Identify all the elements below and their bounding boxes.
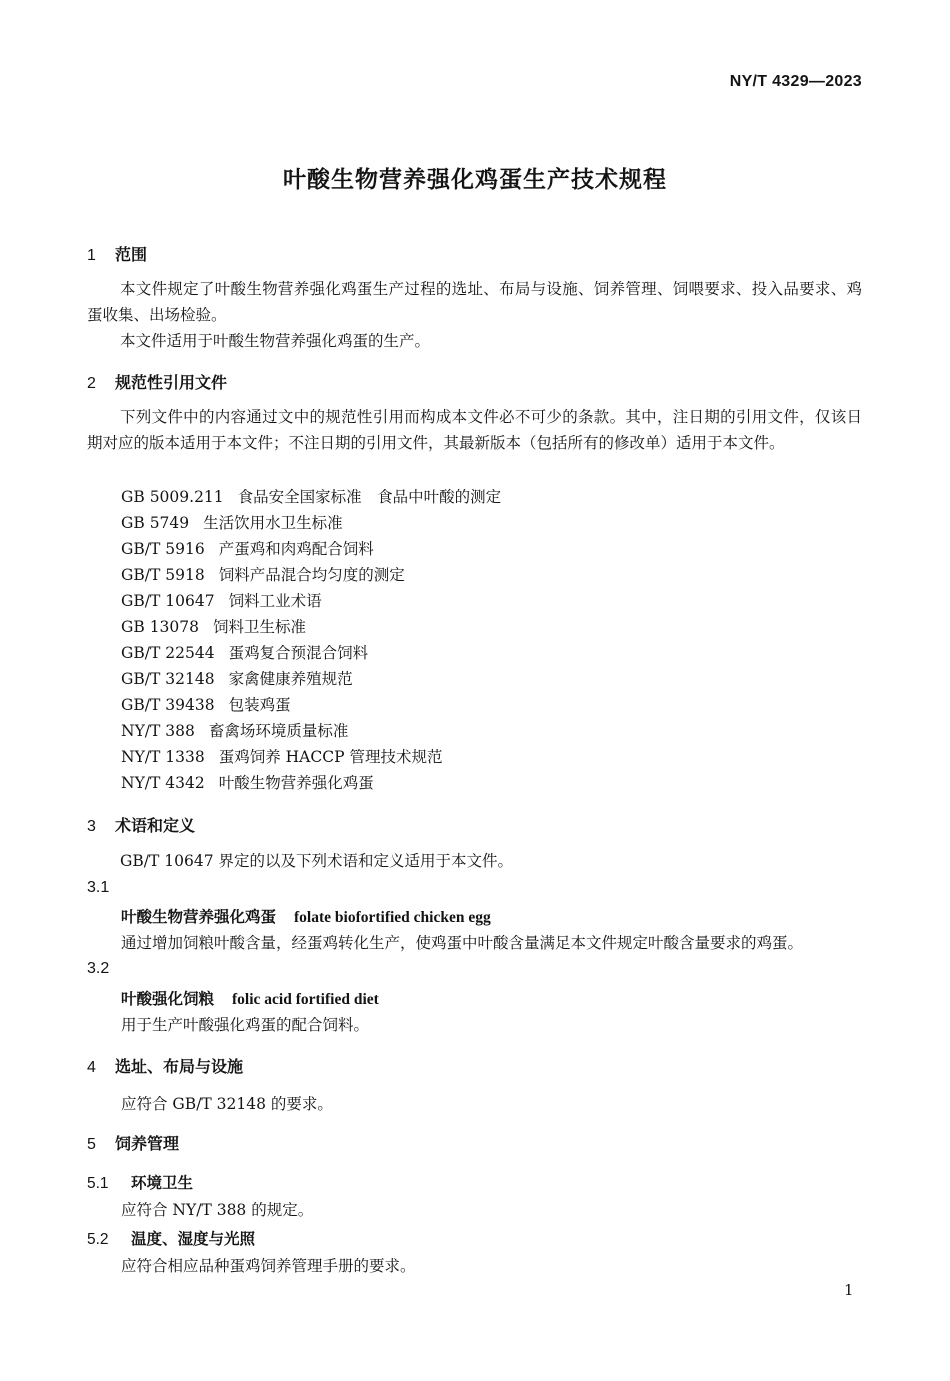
section-2-heading	[87, 370, 227, 393]
term-definition: 用于生产叶酸强化鸡蛋的配合饲料。	[121, 1016, 370, 1034]
term-heading	[121, 905, 491, 927]
section-1-heading	[87, 242, 147, 265]
reference-code: GB/T 10647	[121, 592, 215, 610]
reference-code: NY/T 388	[121, 722, 195, 740]
reference-code: GB/T 39438	[121, 696, 215, 714]
reference-item	[121, 563, 405, 585]
reference-item	[121, 719, 348, 741]
reference-title: 包装鸡蛋	[228, 696, 291, 714]
document-title: 叶酸生物营养强化鸡蛋生产技术规程	[283, 167, 667, 193]
reference-code: GB/T 5916	[121, 540, 205, 558]
section-number: 2	[87, 375, 96, 392]
term-english: folate biofortified chicken egg	[294, 909, 491, 926]
reference-code: GB/T 22544	[121, 644, 215, 662]
term-number: 3.2	[87, 960, 110, 977]
reference-code: NY/T 4342	[121, 774, 205, 792]
section-number: 4	[87, 1059, 96, 1076]
reference-title: 家禽健康养殖规范	[228, 670, 353, 688]
reference-item	[121, 745, 442, 767]
reference-code: GB/T 32148	[121, 670, 215, 688]
reference-title: 饲料工业术语	[228, 592, 322, 610]
section-title: 规范性引用文件	[115, 373, 228, 392]
section-number: 1	[87, 247, 96, 264]
reference-title: 蛋鸡复合预混合饲料	[228, 644, 369, 662]
term-number: 3.1	[87, 879, 110, 896]
term-chinese: 叶酸生物营养强化鸡蛋	[121, 908, 277, 926]
reference-code: GB 5009.211	[121, 488, 224, 506]
reference-title: 饲料卫生标准	[213, 618, 307, 636]
reference-title: 叶酸生物营养强化鸡蛋	[218, 774, 374, 792]
page-number: 1	[844, 1281, 854, 1299]
reference-title: 食品安全国家标准 食品中叶酸的测定	[237, 488, 502, 506]
reference-item	[121, 485, 501, 507]
subsection-title: 温度、湿度与光照	[131, 1230, 256, 1248]
reference-code: NY/T 1338	[121, 748, 205, 766]
reference-item	[121, 693, 291, 715]
subsection-title: 环境卫生	[131, 1174, 194, 1192]
reference-item	[121, 511, 343, 533]
term-english: folic acid fortified diet	[232, 991, 379, 1008]
reference-code: GB/T 5918	[121, 566, 205, 584]
subsection-5-1-paragraph: 应符合 NY/T 388 的规定。	[121, 1201, 314, 1219]
section-4-heading	[87, 1054, 243, 1077]
reference-code: GB 13078	[121, 618, 200, 636]
reference-code: GB 5749	[121, 514, 190, 532]
section-title: 饲养管理	[115, 1134, 180, 1153]
section-3-paragraph: GB/T 10647 界定的以及下列术语和定义适用于本文件。	[120, 852, 513, 870]
reference-item	[121, 641, 368, 663]
section-3-heading	[87, 813, 195, 836]
section-2-paragraph: 下列文件中的内容通过文中的规范性引用而构成本文件必不可少的条款。其中，注日期的引用文件，仅该日期对应的版本适用于本文件；不注日期的引用文件，其最新版本（包括所有的修改单）适用于本文件。	[87, 408, 862, 452]
standard-code: NY/T 4329—2023	[729, 73, 862, 90]
section-number: 3	[87, 818, 96, 835]
subsection-5-1-heading	[87, 1171, 193, 1193]
reference-title: 畜禽场环境质量标准	[208, 722, 349, 740]
section-number: 5	[87, 1136, 96, 1153]
section-1-paragraph-1: 本文件规定了叶酸生物营养强化鸡蛋生产过程的选址、布局与设施、饲养管理、饲喂要求、投入品要求、鸡蛋收集、出场检验。	[87, 280, 862, 324]
term-definition: 通过增加饲粮叶酸含量，经蛋鸡转化生产，使鸡蛋中叶酸含量满足本文件规定叶酸含量要求的鸡蛋。	[121, 934, 804, 952]
subsection-number: 5.1	[87, 1175, 109, 1192]
section-1-paragraph-2: 本文件适用于叶酸生物营养强化鸡蛋的生产。	[120, 332, 431, 350]
section-5-heading	[87, 1131, 179, 1154]
reference-title: 生活饮用水卫生标准	[203, 514, 343, 532]
reference-item	[121, 589, 322, 611]
reference-title: 蛋鸡饲养 HACCP 管理技术规范	[218, 748, 443, 766]
section-title: 范围	[115, 245, 148, 264]
reference-item	[121, 615, 306, 637]
subsection-5-2-heading	[87, 1227, 255, 1249]
subsection-5-2-paragraph: 应符合相应品种蛋鸡饲养管理手册的要求。	[121, 1257, 416, 1275]
term-heading	[121, 987, 379, 1009]
term-chinese: 叶酸强化饲粮	[121, 990, 215, 1008]
reference-item	[121, 771, 374, 793]
reference-item	[121, 537, 374, 559]
section-title: 选址、布局与设施	[115, 1057, 244, 1076]
reference-title: 饲料产品混合均匀度的测定	[218, 566, 405, 584]
reference-item	[121, 667, 353, 689]
section-title: 术语和定义	[115, 816, 196, 835]
section-4-paragraph: 应符合 GB/T 32148 的要求。	[121, 1095, 333, 1113]
reference-title: 产蛋鸡和肉鸡配合饲料	[218, 540, 374, 558]
subsection-number: 5.2	[87, 1231, 109, 1248]
